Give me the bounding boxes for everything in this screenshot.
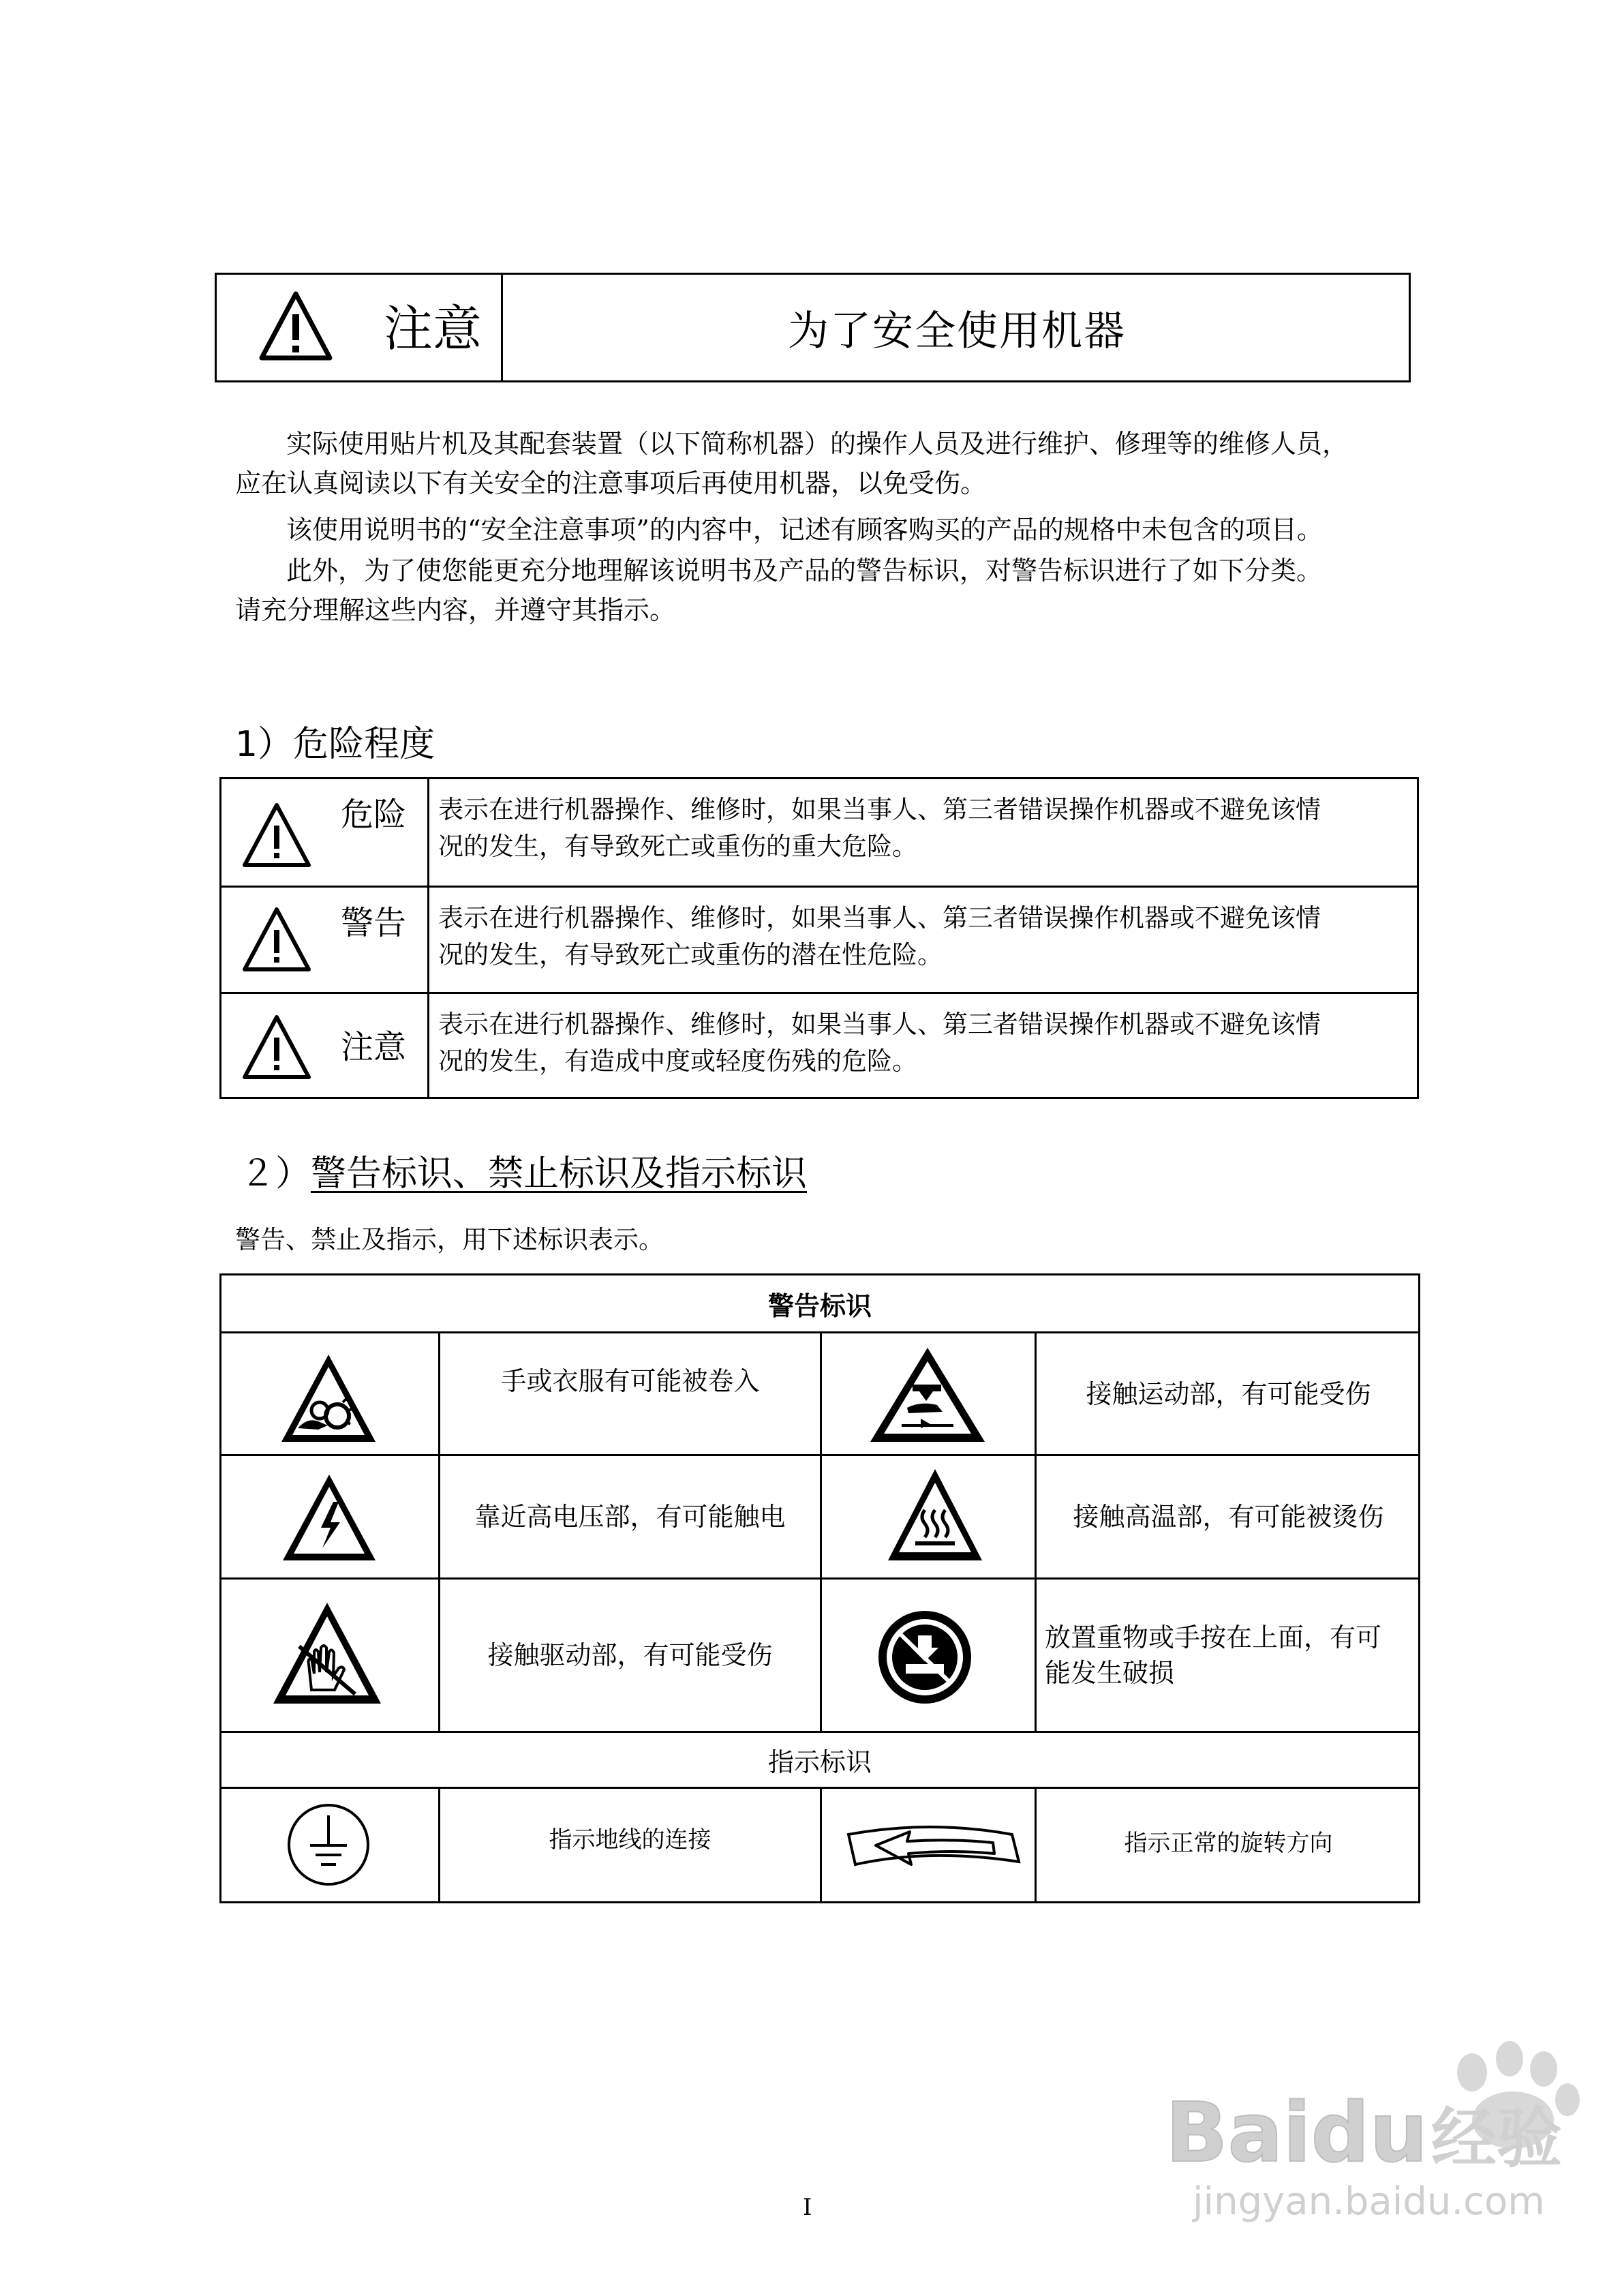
level-desc-line2: 况的发生，有造成中度或轻度伤残的危险。 [438, 1046, 917, 1076]
intro-p3-line2: 请充分理解这些内容，并遵守其指示。 [235, 595, 676, 625]
instruction-signs-header: 指示标识 [767, 1747, 872, 1777]
baidu-watermark-logo [1159, 2031, 1595, 2229]
warning-triangle-icon [241, 905, 313, 973]
section1-heading: 1）危险程度 [235, 724, 435, 765]
moving-parts-icon [866, 1344, 989, 1446]
high-voltage-icon [279, 1470, 380, 1565]
level-label-cell [221, 888, 429, 992]
level-desc-line1: 表示在进行机器操作、维修时，如果当事人、第三者错误操作机器或不避免该情 [438, 795, 1321, 824]
no-heavy-object-icon [876, 1608, 974, 1706]
section2-heading-text: 警告标识、禁止标识及指示标识 [311, 1153, 808, 1194]
warning-sign-text-line2: 能发生破损 [1045, 1658, 1175, 1688]
level-label-cell [221, 779, 429, 886]
intro-p1-line2: 应在认真阅读以下有关安全的注意事项后再使用机器，以免受伤。 [235, 468, 987, 498]
warning-sign-text: 接触高温部，有可能被烫伤 [1073, 1502, 1384, 1532]
watermark-brand: Baidu [1165, 2086, 1428, 2181]
warning-triangle-icon [258, 290, 334, 363]
level-desc-line1: 表示在进行机器操作、维修时，如果当事人、第三者错误操作机器或不避免该情 [438, 1010, 1321, 1039]
hand-entanglement-icon [277, 1350, 380, 1446]
warning-sign-text [1045, 1580, 1418, 1731]
level-description [438, 791, 1406, 865]
section2-heading [240, 1152, 807, 1196]
level-desc-line1: 表示在进行机器操作、维修时，如果当事人、第三者错误操作机器或不避免该情 [438, 903, 1321, 933]
header-label-cell [217, 275, 503, 380]
warning-sign-text-line1: 放置重物或手按在上面，有可 [1045, 1622, 1382, 1652]
page-number: I [803, 2194, 812, 2221]
level-row-danger [221, 779, 1417, 886]
signs-table [219, 1273, 1420, 1903]
table-divider [820, 1787, 822, 1901]
level-desc-line2: 况的发生，有导致死亡或重伤的潜在性危险。 [438, 940, 943, 969]
instruction-sign-text: 指示正常的旋转方向 [1124, 1830, 1333, 1857]
intro-p3-line1: 此外，为了使您能更充分地理解该说明书及产品的警告标识，对警告标识进行了如下分类。 [286, 556, 1323, 586]
watermark-brand-cn: 经验 [1431, 2100, 1562, 2177]
level-description [438, 1006, 1406, 1080]
header-box [215, 273, 1411, 382]
warning-sign-text: 靠近高电压部，有可能触电 [474, 1502, 786, 1532]
warning-sign-text: 接触运动部，有可能受伤 [1086, 1378, 1371, 1409]
drive-part-hand-icon [269, 1599, 385, 1708]
warning-sign-text: 接触驱动部，有可能受伤 [487, 1640, 773, 1670]
page-title: 为了安全使用机器 [788, 307, 1126, 355]
intro-p2: 该使用说明书的“安全注意事项”的内容中，记述有顾客购买的产品的规格中未包含的项目。 [286, 515, 1323, 545]
table-divider [820, 1331, 822, 1731]
warning-triangle-icon [241, 1013, 313, 1081]
level-description [438, 900, 1406, 973]
level-label: 警告 [341, 904, 407, 942]
hot-surface-icon [884, 1465, 986, 1567]
instruction-sign-text: 指示地线的连接 [549, 1826, 711, 1854]
level-label: 注意 [341, 1028, 407, 1066]
warning-sign-text: 手或衣服有可能被卷入 [500, 1366, 760, 1396]
warning-triangle-icon [241, 801, 313, 869]
warning-signs-header: 警告标识 [767, 1290, 872, 1321]
watermark-url: jingyan.baidu.com [1193, 2179, 1545, 2224]
header-label: 注意 [384, 300, 483, 357]
level-label: 危险 [341, 796, 407, 834]
level-row-caution [221, 992, 1417, 1097]
rotation-arrow-icon [835, 1814, 1026, 1889]
section2-heading-number: ２） [240, 1153, 311, 1194]
ground-icon [284, 1800, 373, 1889]
section2-intro: 警告、禁止及指示，用下述标识表示。 [235, 1225, 664, 1254]
danger-levels-table [219, 777, 1419, 1099]
intro-p1-line1: 实际使用贴片机及其配套装置（以下简称机器）的操作人员及进行维护、修理等的维修人员， [286, 429, 1349, 459]
level-label-cell [221, 994, 429, 1097]
level-row-warning [221, 886, 1417, 992]
level-desc-line2: 况的发生，有导致死亡或重伤的重大危险。 [438, 832, 917, 861]
